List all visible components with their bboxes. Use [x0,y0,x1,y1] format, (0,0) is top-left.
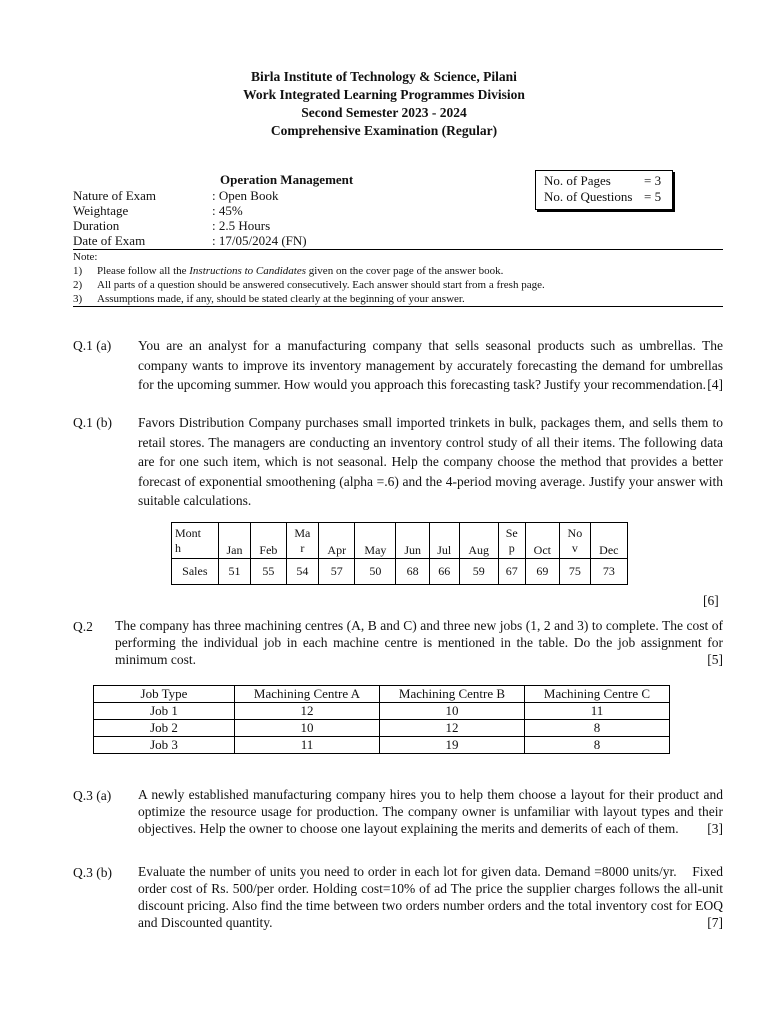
division-name: Work Integrated Learning Programmes Division [243,87,525,102]
header-cell: Ma r [286,523,319,559]
note-text: given on the cover page of the answer book. [306,265,504,277]
header-cell: Machining Centre B [380,686,525,703]
institute-name: Birla Institute of Technology & Science, Pilani [251,69,517,84]
q3b-body: Evaluate the number of units you need to order in each lot for given data. Demand =8000 units/yr. Fixed order cost of Rs. 500/per order. Holding cost=10% of ad The price the supplier charges follows the all-unit discount pricing. Also find the time between two orders number orders and the total inventory cost for EOQ and Discounted quantity. [138,864,727,930]
sales-data-row [172,559,628,585]
q2-body: The company has three machining centres (A, B and C) and three new jobs (1, 2 and 3) to complete. The cost of performing the individual job in each machine centre is mentioned in the table. Do the job assignment for minimum cost. [115,618,723,667]
q1b-marks: [6] [703,593,719,608]
divider-top [73,249,723,250]
jobs-header-row [94,686,670,703]
data-cell: 10 [235,720,380,737]
q1b-body: Favors Distribution Company purchases small imported trinkets in bulk, packages them, and sells them to retail stores. The managers are conducting an inventory control study of all their items. The following data are for one such item, which is not seasonal. Help the company choose the method that provides a better forecast of exponential smoothening (alpha =.6) and the 4-period moving average. Justify your answer with suitable calculations. [138,415,723,508]
header-cell: Jul [429,523,459,559]
header-cell: Jan [218,523,251,559]
detail-value-weightage: : 45% [212,203,243,218]
detail-value-duration: : 2.5 Hours [212,218,271,233]
note-text: Assumptions made, if any, should be stated clearly at the beginning of your answer. [97,293,465,305]
data-cell: 69 [525,559,559,585]
header-cell: Job Type [94,686,235,703]
data-cell: 11 [235,737,380,754]
exam-title: Comprehensive Examination (Regular) [270,123,498,138]
note-text: All parts of a question should be answered consecutively. Each answer should start from a fresh page. [97,279,545,291]
sales-table [171,522,628,585]
q3a-marks: [3] [707,821,723,836]
detail-label-duration: Duration [73,218,120,233]
q1b-text [138,413,723,511]
data-cell: Job 2 [94,720,235,737]
q3a-text [138,786,723,837]
data-cell: 75 [560,559,591,585]
q3b-marks: [7] [707,915,723,930]
jobs-row [94,737,670,754]
questions-value: = 5 [644,189,662,204]
header-cell: Machining Centre C [525,686,670,703]
header-cell: Apr [319,523,355,559]
note-text: Please follow all the [97,265,190,277]
data-cell: 55 [251,559,286,585]
jobs-row [94,720,670,737]
semester: Second Semester 2023 - 2024 [301,105,467,120]
detail-label-nature: Nature of Exam [73,188,157,203]
header-cell: Dec [590,523,627,559]
detail-label-weightage: Weightage [73,203,129,218]
data-cell: 59 [459,559,498,585]
header-cell: Aug [459,523,498,559]
data-cell: 50 [355,559,396,585]
q2-marks: [5] [707,652,723,667]
q3b-text [138,863,727,931]
note-num: 1) [73,265,83,277]
detail-value-nature: : Open Book [212,188,279,203]
data-cell: 57 [319,559,355,585]
data-cell: 11 [525,703,670,720]
sales-header-row [172,523,628,559]
data-cell: 66 [429,559,459,585]
note-item-2 [73,279,545,292]
q1a-marks: [4] [707,377,723,392]
jobs-table [93,685,670,754]
data-cell: Job 3 [94,737,235,754]
data-cell: 67 [498,559,525,585]
data-cell: 73 [590,559,627,585]
jobs-row [94,703,670,720]
data-cell: Job 1 [94,703,235,720]
note-item-3 [73,293,465,306]
header-cell: Se p [498,523,525,559]
q2-label: Q.2 [73,619,93,634]
q1b-label: Q.1 (b) [73,415,112,430]
q1a-label: Q.1 (a) [73,338,112,353]
header-cell: No v [560,523,591,559]
note-item-1 [73,265,503,278]
data-cell: 8 [525,737,670,754]
data-cell: 19 [380,737,525,754]
data-cell: 51 [218,559,251,585]
header-cell: Jun [396,523,429,559]
pages-value: = 3 [644,173,662,188]
q3b-label: Q.3 (b) [73,865,112,880]
detail-value-date: : 17/05/2024 (FN) [212,233,307,248]
header-cell: Oct [525,523,559,559]
q1a-text [138,336,723,395]
q3a-body: A newly established manufacturing company hires you to help them choose a layout for their product and optimize the resource usage for production. The company owner is unfamiliar with layout types and their objectives. Help the owner to choose one layout explaining the merits and demerits of each of them. [138,787,723,836]
note-emphasis: Instructions to Candidates [189,265,306,277]
q1a-body: You are an analyst for a manufacturing company that sells seasonal products such as umbrellas. The company wants to improve its inventory management by accurately forecasting the demand for umbrellas for the upcoming summer. How would you approach this forecasting task? Justify your recommendation. [138,338,723,392]
questions-label: No. of Questions [544,189,633,204]
data-cell: 54 [286,559,319,585]
header-cell: May [355,523,396,559]
data-cell: Sales [172,559,219,585]
header-cell: Mont h [172,523,219,559]
data-cell: 8 [525,720,670,737]
q2-text [115,617,723,668]
divider-bottom [73,306,723,307]
pages-box [535,170,673,210]
header-cell: Machining Centre A [235,686,380,703]
detail-label-date: Date of Exam [73,233,146,248]
data-cell: 12 [235,703,380,720]
data-cell: 10 [380,703,525,720]
header-cell: Feb [251,523,286,559]
note-num: 3) [73,293,83,305]
data-cell: 12 [380,720,525,737]
pages-label: No. of Pages [544,173,611,188]
subject-name: Operation Management [220,172,354,187]
q3a-label: Q.3 (a) [73,788,112,803]
note-title: Note: [73,251,98,263]
data-cell: 68 [396,559,429,585]
note-num: 2) [73,279,83,291]
